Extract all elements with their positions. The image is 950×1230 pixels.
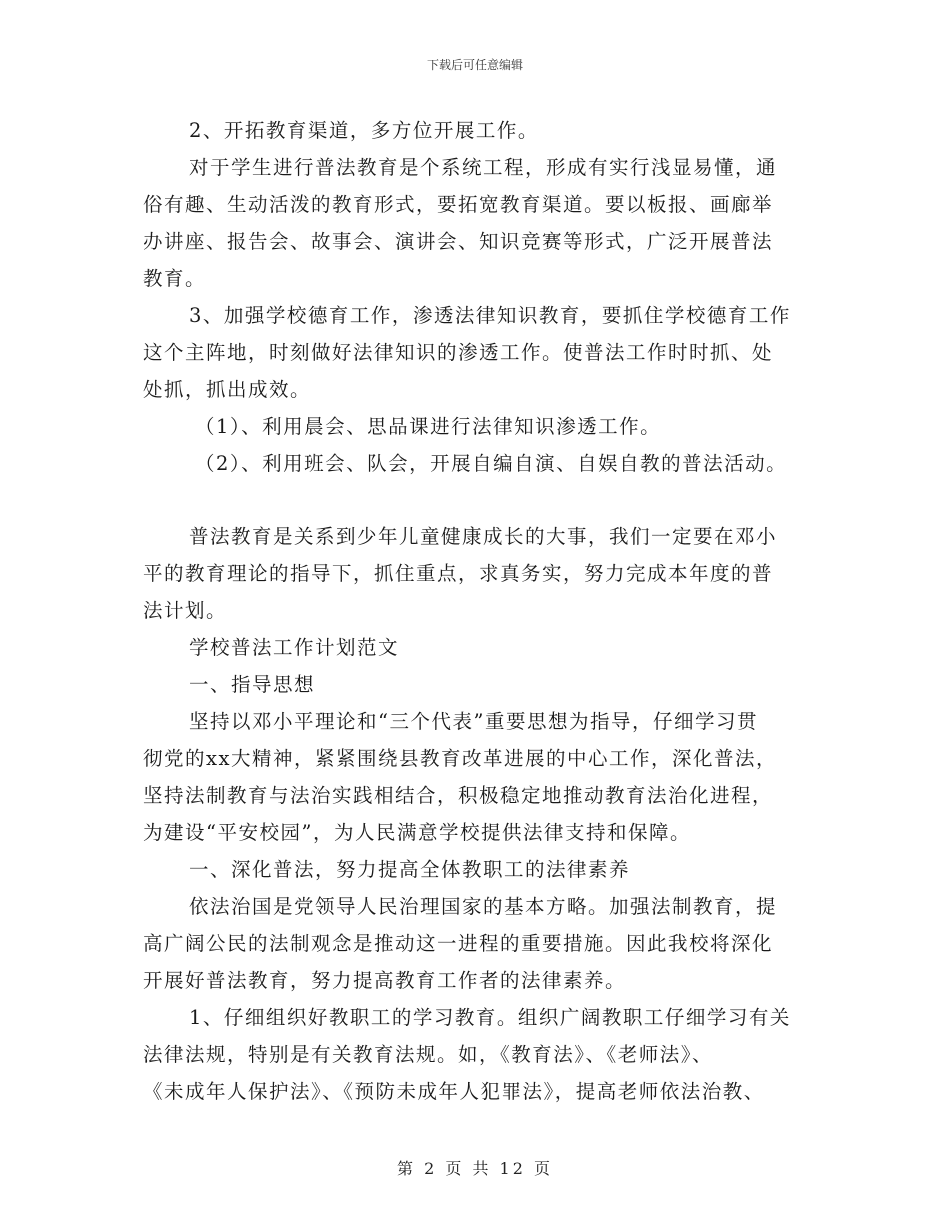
paragraph-line: 坚持法制教育与法治实践相结合，积极稳定地推动教育法治化进程， [143, 784, 774, 807]
paragraph-line: 高广阔公民的法制观念是推动这一进程的重要措施。因此我校将深化 [143, 932, 774, 955]
paragraph-line: 处抓，抓出成效。 [143, 378, 312, 401]
page-footer: 第 2 页 共 12 页 [397, 1159, 553, 1178]
paragraph-line: 开展好普法教育，努力提高教育工作者的法律素养。 [143, 969, 627, 992]
paragraph-line: 普法教育是关系到少年儿童健康成长的大事，我们一定要在邓小 [189, 525, 778, 548]
paragraph-line: 这个主阵地，时刻做好法律知识的渗透工作。使普法工作时时抓、处 [143, 341, 774, 364]
paragraph-line: 俗有趣、生动活泼的教育形式，要拓宽教育渠道。要以板报、画廊举 [143, 193, 774, 216]
paragraph-line: 法律法规，特别是有关教育法规。如，《教育法》、《老师法》、 [143, 1043, 714, 1066]
paragraph-line: 对于学生进行普法教育是个系统工程，形成有实行浅显易懂，通 [189, 156, 778, 179]
paragraph-line: 2、开拓教育渠道，多方位开展工作。 [189, 119, 539, 142]
paragraph-line: 平的教育理论的指导下，抓住重点，求真务实，努力完成本年度的普 [143, 562, 774, 585]
page-header: 下载后可任意编辑 [426, 58, 523, 72]
paragraph-line: 教育。 [143, 267, 207, 290]
paragraph-line: 办讲座、报告会、故事会、演讲会、知识竞赛等形式，广泛开展普法 [143, 230, 774, 253]
document-body [143, 112, 811, 1110]
paragraph-line: 《未成年人保护法》、《预防未成年人犯罪法》，提高老师依法治教、 [143, 1080, 765, 1103]
section-title: 学校普法工作计划范文 [189, 636, 400, 659]
paragraph-line: 依法治国是党领导人民治理国家的基本方略。加强法制教育，提 [189, 895, 778, 918]
paragraph-line: 1、仔细组织好教职工的学习教育。组织广阔教职工仔细学习有关 [189, 1006, 791, 1029]
paragraph-line: 法计划。 [143, 599, 228, 622]
paragraph-line: 为建设“平安校园”，为人民满意学校提供法律支持和保障。 [143, 821, 691, 844]
section-heading: 一、深化普法，努力提高全体教职工的法律素养 [189, 858, 631, 881]
list-item: （2）、利用班会、队会，开展自编自演、自娱自教的普法活动。 [195, 452, 788, 475]
paragraph-line: 彻党的xx大精神，紧紧围绕县教育改革进展的中心工作，深化普法， [143, 747, 777, 770]
blank-line [143, 482, 811, 518]
list-item: （1）、利用晨会、思品课进行法律知识渗透工作。 [195, 415, 662, 438]
paragraph-line: 坚持以邓小平理论和“三个代表”重要思想为指导，仔细学习贯 [189, 710, 758, 733]
section-heading: 一、指导思想 [189, 673, 316, 696]
paragraph-line: 3、加强学校德育工作，渗透法律知识教育，要抓住学校德育工作 [189, 304, 791, 327]
